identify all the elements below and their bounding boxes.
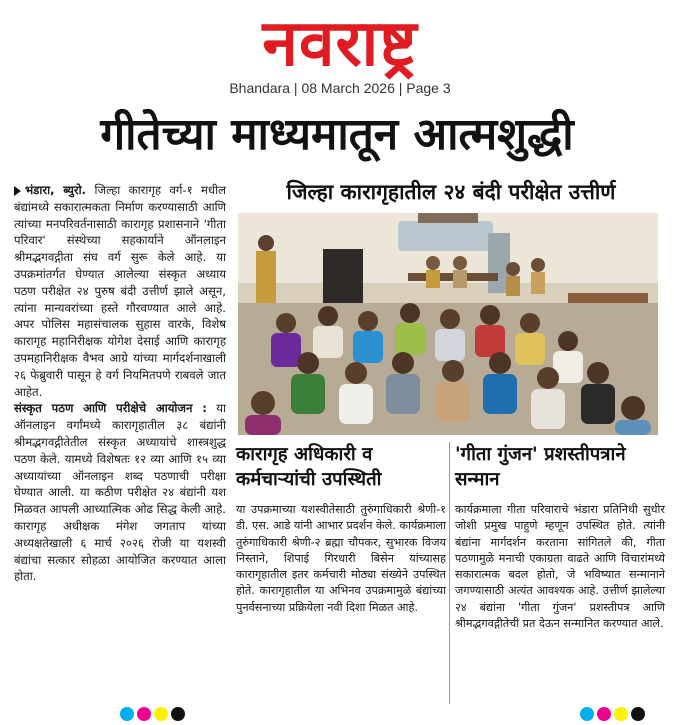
article-left-column [14,182,226,585]
article-box-officials [236,442,446,704]
photo-illustration [238,213,658,435]
newspaper-logo: नवराष्ट्र [262,7,418,81]
cyan-mark-icon [580,707,594,721]
main-headline: गीतेच्या माध्यमातून आत्मशुद्धी [100,109,574,160]
masthead [0,0,674,100]
article-dateline: भंडारा, ब्युरो. [25,183,87,197]
print-registration-marks [580,706,648,716]
black-mark-icon [631,707,645,721]
edition-dateline: Bhandara | 08 March 2026 | Page 3 [229,80,451,96]
black-mark-icon [171,707,185,721]
yellow-mark-icon [154,707,168,721]
print-registration-marks [120,706,188,716]
column-divider [449,442,450,704]
article-box-honour [455,442,665,704]
yellow-mark-icon [614,707,628,721]
box-heading: 'गीता गुंजन' प्रशस्तीपत्राने सन्मान [455,444,626,490]
box-body: या उपक्रमाच्या यशस्वीतेसाठी तुरुंगाधिकारी श्रेणी-१ डी. एस. आडे यांनी आभार प्रदर्शन केले. कार्यक्रमाला तुरुंगाधिकारी श्रेणी-२ ब्रह्मा चौपकर, सुभारक विजय निस्ताने, शिपाई गिरधारी बिसेन यांच्यासह कारागृहातील इतर कर्मचारी मोठ्या संख्येने उपस्थित होते. कारागृहातील या अभिनव उपक्रमामुळे बंद्यांच्या पुनर्वसनाच्या प्रक्रियेला नवी दिशा मिळत आहे. [236,503,446,614]
magenta-mark-icon [597,707,611,721]
bullet-triangle-icon [14,186,21,196]
box-heading: कारागृह अधिकारी व कर्मचाऱ्यांची उपस्थिती [236,444,382,490]
cyan-mark-icon [120,707,134,721]
article-text: जिल्हा कारागृह वर्ग-१ मधील बंद्यांमध्ये सकारात्मकता निर्माण करण्यासाठी आणि त्यांच्या मनपरिवर्तनासाठी कारागृह प्रशासनाने 'गीता परिवार' संस्थेच्या सहकार्याने ऑनलाइन श्रीमद्भगवद्गीता संघ वर्ग सुरू केले आहे. या उपक्रमांतर्गत घेण्यात आलेल्या संस्कृत अध्याय पठण परीक्षेत २४ पुरुष बंदी उत्तीर्ण झाले असून, त्यांना मान्यवरांच्या हस्ते गौरवण्यात आले आहे. अपर पोलिस महासंचालक सुहास वारके, विशेष कारागृह महानिरीक्षक योगेश देसाई आणि कारागृह उपमहानिरीक्षक वैभव आग्रे यांच्या मार्गदर्शनाखाली २६ फेब्रुवारी पासून हे वर्ग नियमितपणे राबवले जात आहेत. [14,183,226,399]
box-body: कार्यक्रमाला गीता परिवाराचे भंडारा प्रतिनिधी सुधीर जोशी प्रमुख पाहुणे म्हणून उपस्थित होते. त्यांनी बंद्यांना मार्गदर्शन करताना सांगितले की, गीता पठणामुळे मनाची एकाग्रता वाढते आणि विचारांमध्ये सकारात्मक बदल होतो, जे भविष्यात सन्मानाने जगण्यासाठी अत्यंत आवश्यक आहे. उत्तीर्ण झालेल्या २४ बंद्यांना 'गीता गुंजन' प्रशस्तीपत्र आणि श्रीमद्भगवद्गीतेची प्रत देऊन सन्मानित करण्यात आले. [455,503,665,631]
paragraph-heading: संस्कृत पठण आणि परीक्षेचे आयोजन : [14,401,207,416]
article-paragraph [14,182,226,400]
news-photo [238,213,658,435]
magenta-mark-icon [137,707,151,721]
article-paragraph [14,400,226,585]
sub-headline: जिल्हा कारागृहातील २४ बंदी परीक्षेत उत्तीर्ण [286,180,616,204]
article-text: या ऑनलाइन वर्गांमध्ये कारागृहातील ३८ बंद्यांनी श्रीमद्भगवद्गीतेतील संस्कृत अध्यायांचे शास्त्रशुद्ध पठण केले. यामध्ये विशेषतः १२ व्या आणि १५ व्या अध्यायांच्या ऑनलाइन शब्द पठणाची परीक्षा घेण्यात आली. या कठीण परीक्षेत २४ बंद्यांनी यश मिळवत आपली आध्यात्मिक ओढ सिद्ध केली आहे. कारागृह अधीक्षक मंगेश जगताप यांच्या अध्यक्षतेखाली ६ मार्च २०२६ रोजी या यशस्वी बंद्यांचा सत्कार सोहळा आयोजित करण्यात आला होता. [14,401,226,584]
